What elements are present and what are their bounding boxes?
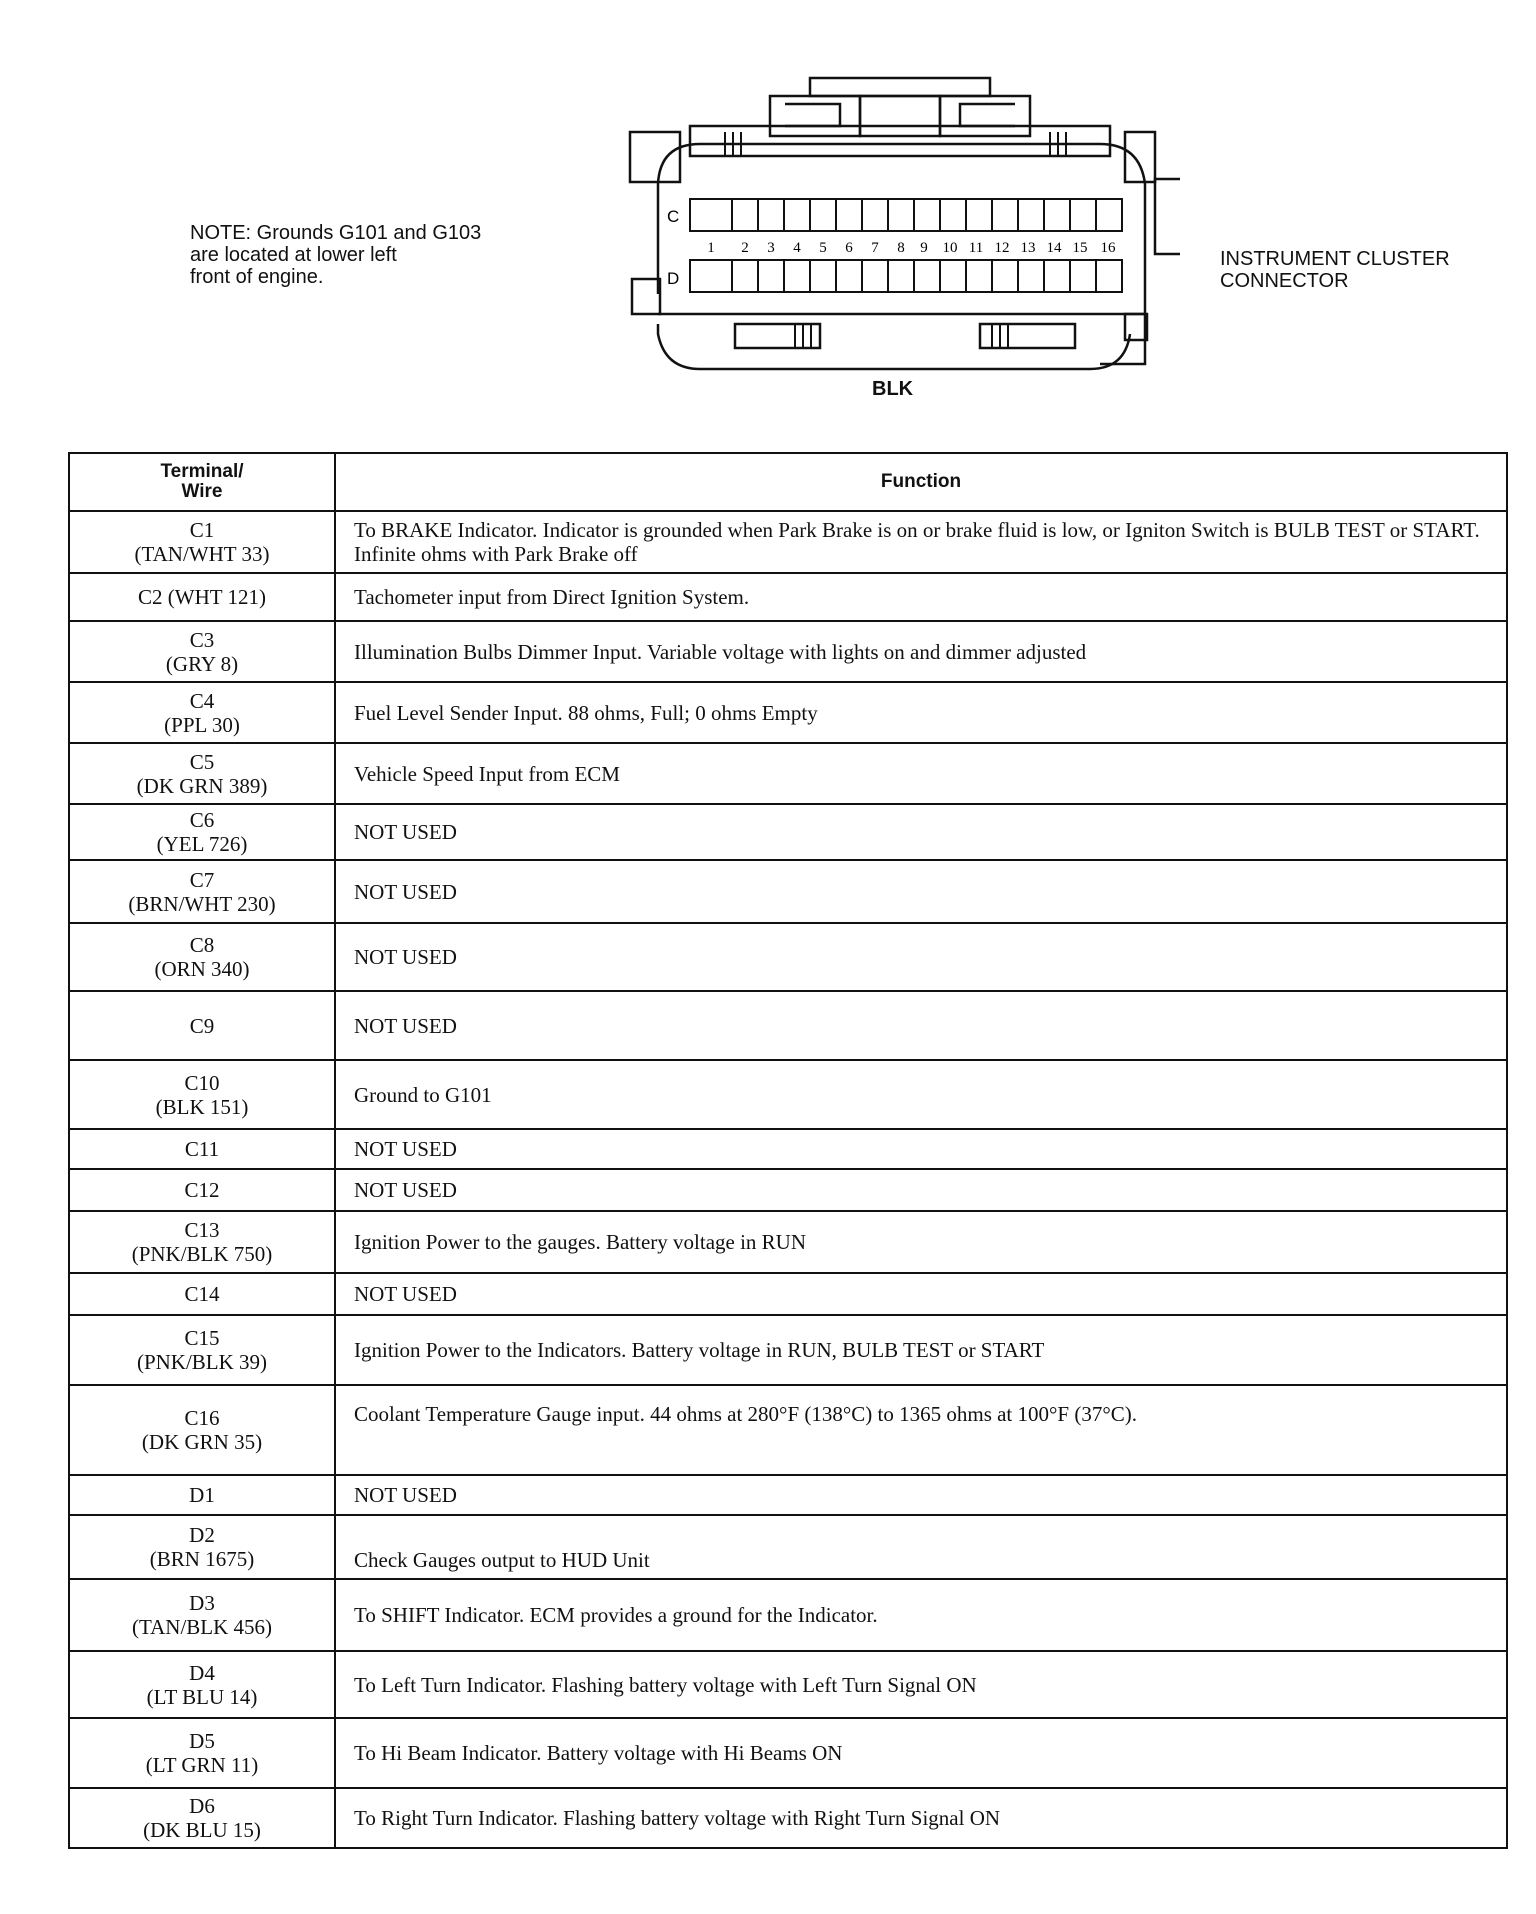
terminal-cell xyxy=(69,1169,335,1211)
terminal-cell xyxy=(69,511,335,573)
table-row xyxy=(69,1651,1507,1718)
table-row xyxy=(69,1060,1507,1129)
terminal-id: D5 xyxy=(189,1729,215,1753)
terminal-id: C16 xyxy=(184,1406,220,1430)
pin-number: 10 xyxy=(942,240,958,256)
terminal-column-header xyxy=(69,453,335,511)
terminal-id: C2 (WHT 121) xyxy=(138,585,266,609)
table-row xyxy=(69,1129,1507,1169)
function-cell: To SHIFT Indicator. ECM provides a ground for the Indicator. xyxy=(335,1579,1507,1651)
terminal-cell xyxy=(69,1788,335,1848)
wire-color: (BRN/WHT 230) xyxy=(128,891,276,916)
table-header-row xyxy=(69,453,1507,511)
note-line-2: are located at lower left xyxy=(190,244,397,266)
terminal-cell xyxy=(69,1315,335,1385)
pin-number: 11 xyxy=(968,240,984,256)
terminal-cell xyxy=(69,1211,335,1273)
terminal-id: C5 xyxy=(189,749,215,774)
terminal-id: C9 xyxy=(189,1013,215,1038)
terminal-cell xyxy=(69,621,335,682)
table-row xyxy=(69,1788,1507,1848)
pin-number: 4 xyxy=(793,240,801,256)
terminal-cell xyxy=(69,1651,335,1718)
connector-title-line-1: INSTRUMENT CLUSTER xyxy=(1220,248,1450,270)
table-row xyxy=(69,1211,1507,1273)
wire-color: (PNK/BLK 750) xyxy=(131,1242,273,1266)
terminal-id: C3 xyxy=(189,627,215,652)
table-row xyxy=(69,860,1507,923)
terminal-id: C8 xyxy=(189,933,215,957)
row-c-label: C xyxy=(667,207,680,226)
table-row xyxy=(69,743,1507,804)
pin-number: 15 xyxy=(1072,240,1088,256)
function-cell: NOT USED xyxy=(335,1475,1507,1515)
table-row xyxy=(69,1579,1507,1651)
terminal-id: C6 xyxy=(189,808,215,832)
pin-number: 6 xyxy=(845,240,853,256)
terminal-cell xyxy=(69,991,335,1060)
function-cell: Check Gauges output to HUD Unit xyxy=(335,1515,1507,1579)
terminal-id: D4 xyxy=(189,1660,215,1685)
function-cell: Ignition Power to the Indicators. Battery voltage in RUN, BULB TEST or START xyxy=(335,1315,1507,1385)
terminal-cell xyxy=(69,1579,335,1651)
terminal-id: C12 xyxy=(184,1178,220,1202)
wire-color: (ORN 340) xyxy=(154,957,250,981)
function-cell: NOT USED xyxy=(335,1273,1507,1315)
wire-color: (DK GRN 389) xyxy=(136,773,268,798)
function-cell: Ground to G101 xyxy=(335,1060,1507,1129)
terminal-cell xyxy=(69,1515,335,1579)
wire-color: (BRN 1675) xyxy=(149,1547,255,1571)
wire-color: (YEL 726) xyxy=(156,832,248,856)
pin-number: 2 xyxy=(741,240,749,256)
table-row xyxy=(69,511,1507,573)
wire-color: (LT GRN 11) xyxy=(145,1753,259,1777)
table-row xyxy=(69,1273,1507,1315)
function-text: Illumination Bulbs Dimmer Input. Variable voltage with lights on and dimmer adjusted xyxy=(354,639,1087,664)
pin-number: 3 xyxy=(767,240,775,256)
pin-number: 16 xyxy=(1100,240,1116,256)
note-line-3: front of engine. xyxy=(190,266,324,288)
table-row xyxy=(69,573,1507,621)
wire-color: (BLK 151) xyxy=(155,1094,249,1119)
terminal-cell xyxy=(69,804,335,860)
function-cell: NOT USED xyxy=(335,860,1507,923)
pin-number: 12 xyxy=(994,240,1010,256)
function-cell xyxy=(335,621,1507,682)
function-column-header: Function xyxy=(335,453,1507,511)
terminal-header-line-1: Terminal/ xyxy=(160,461,244,482)
table-row xyxy=(69,1315,1507,1385)
table-row xyxy=(69,1515,1507,1579)
terminal-cell xyxy=(69,743,335,804)
pin-number: 1 xyxy=(707,240,715,256)
terminal-cell xyxy=(69,1060,335,1129)
pin-number: 5 xyxy=(819,240,827,256)
terminal-id: C4 xyxy=(189,688,215,713)
pin-number: 9 xyxy=(920,240,928,256)
function-cell: NOT USED xyxy=(335,804,1507,860)
table-row xyxy=(69,1169,1507,1211)
function-cell: NOT USED xyxy=(335,991,1507,1060)
wire-color: (DK GRN 35) xyxy=(141,1430,263,1454)
table-row xyxy=(69,1385,1507,1475)
terminal-cell xyxy=(69,682,335,743)
wire-color: (DK BLU 15) xyxy=(143,1818,261,1842)
connector-color-label: BLK xyxy=(872,378,914,400)
function-cell: Tachometer input from Direct Ignition System. xyxy=(335,573,1507,621)
table-row xyxy=(69,923,1507,991)
terminal-cell xyxy=(69,1718,335,1788)
terminal-function-table xyxy=(68,452,1508,1849)
table-row xyxy=(69,621,1507,682)
terminal-header-line-2: Wire xyxy=(181,481,223,502)
wire-color: (TAN/WHT 33) xyxy=(134,542,270,566)
function-cell: NOT USED xyxy=(335,1169,1507,1211)
terminal-cell xyxy=(69,923,335,991)
terminal-id: C15 xyxy=(184,1326,220,1350)
pin-number: 7 xyxy=(871,240,879,256)
connector-title-line-2: CONNECTOR xyxy=(1220,270,1349,292)
table-row xyxy=(69,804,1507,860)
terminal-cell xyxy=(69,1129,335,1169)
function-cell: Fuel Level Sender Input. 88 ohms, Full; 0 ohms Empty xyxy=(335,682,1507,743)
table-row xyxy=(69,1475,1507,1515)
table-row xyxy=(69,682,1507,743)
table-row xyxy=(69,991,1507,1060)
terminal-id: C14 xyxy=(184,1282,220,1306)
terminal-id: C1 xyxy=(189,518,215,542)
row-d-label: D xyxy=(667,269,680,288)
function-cell: To Hi Beam Indicator. Battery voltage with Hi Beams ON xyxy=(335,1718,1507,1788)
function-cell: To Left Turn Indicator. Flashing battery voltage with Left Turn Signal ON xyxy=(335,1651,1507,1718)
terminal-id: D1 xyxy=(189,1483,215,1507)
terminal-cell xyxy=(69,1273,335,1315)
note-line-1: NOTE: Grounds G101 and G103 xyxy=(190,222,482,244)
wire-color: (LT BLU 14) xyxy=(146,1684,258,1709)
connector-title xyxy=(1220,248,1450,292)
terminal-cell xyxy=(69,1475,335,1515)
pin-number: 14 xyxy=(1046,240,1062,256)
function-cell: Coolant Temperature Gauge input. 44 ohms at 280°F (138°C) to 1365 ohms at 100°F (37°C). xyxy=(335,1385,1507,1475)
terminal-id: D2 xyxy=(189,1523,215,1547)
wire-color: (PNK/BLK 39) xyxy=(136,1350,268,1374)
terminal-id: D3 xyxy=(189,1591,215,1615)
terminal-id: D6 xyxy=(189,1794,215,1818)
function-cell: To BRAKE Indicator. Indicator is grounded when Park Brake is on or brake fluid is low, or Igniton Switch is BULB TEST or START. Infinite ohms with Park Brake off xyxy=(335,511,1507,573)
terminal-cell xyxy=(69,860,335,923)
terminal-id: C13 xyxy=(184,1218,220,1242)
function-cell: NOT USED xyxy=(335,923,1507,991)
function-cell: To Right Turn Indicator. Flashing battery voltage with Right Turn Signal ON xyxy=(335,1788,1507,1848)
wire-color: (GRY 8) xyxy=(165,651,239,676)
table-row xyxy=(69,1718,1507,1788)
connector-diagram xyxy=(620,74,1180,374)
pin-number: 13 xyxy=(1020,240,1036,256)
terminal-id: C11 xyxy=(184,1137,220,1161)
terminal-cell xyxy=(69,1385,335,1475)
pin-number: 8 xyxy=(897,240,905,256)
function-cell: Vehicle Speed Input from ECM xyxy=(335,743,1507,804)
wire-color: (PPL 30) xyxy=(164,712,240,737)
terminal-id: C10 xyxy=(184,1070,220,1095)
terminal-cell xyxy=(69,573,335,621)
wire-color: (TAN/BLK 456) xyxy=(131,1615,273,1639)
function-cell: NOT USED xyxy=(335,1129,1507,1169)
function-cell: Ignition Power to the gauges. Battery voltage in RUN xyxy=(335,1211,1507,1273)
ground-note xyxy=(190,222,481,288)
terminal-id: C7 xyxy=(189,867,215,892)
